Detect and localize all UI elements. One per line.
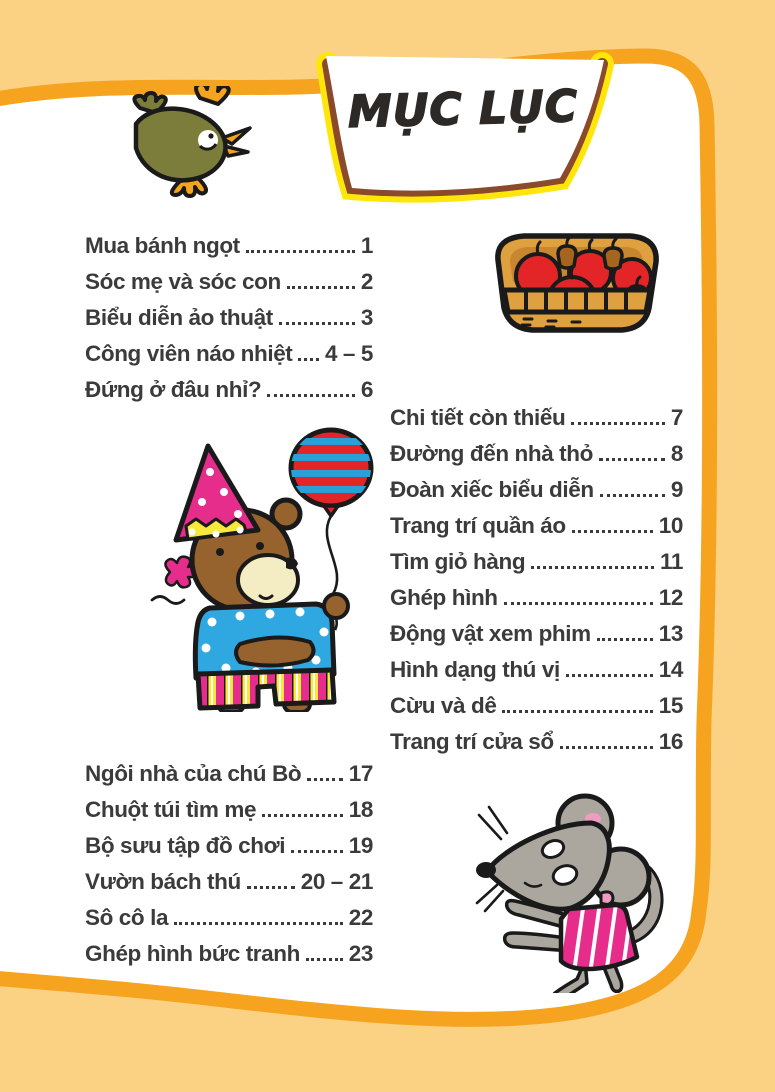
bird-icon [110,86,255,198]
toc-entry-label: Mua bánh ngọt [85,232,240,258]
toc-entry-label: Chuột túi tìm mẹ [85,796,257,822]
toc-entry [85,270,373,293]
toc-entry-page: 15 [658,692,683,718]
toc-entry-page: 2 [360,268,373,294]
toc-entry-page: 16 [658,728,683,754]
toc-entry [390,658,683,681]
toc-entry-label: Đoàn xiếc biểu diễn [390,476,594,502]
toc-entry-label: Cừu và dê [390,692,497,718]
toc-entry [85,378,373,401]
toc-entry-label: Chi tiết còn thiếu [390,404,566,430]
toc-entry [85,870,373,893]
toc-entry-page: 7 [670,404,683,430]
leader-dots [287,286,355,289]
toc-entry-label: Ghép hình [390,584,498,610]
toc-entry [85,234,373,257]
page-title: MỤC LỤC [347,80,579,139]
leader-dots [307,778,343,781]
toc-entry [85,762,373,785]
toc-entry-label: Động vật xem phim [390,620,591,646]
toc-entry-page: 17 [348,760,373,786]
toc-entry-label: Trang trí quần áo [390,512,566,538]
toc-entry [390,514,683,537]
toc-entry [85,834,373,857]
toc-entry [390,730,683,753]
leader-dots [174,922,343,925]
toc-entry [85,798,373,821]
toc-entry-label: Trang trí cửa sổ [390,728,554,754]
toc-entry [390,550,683,573]
toc-entry-page: 9 [670,476,683,502]
toc-entry-label: Sóc mẹ và sóc con [85,268,281,294]
toc-column-top-left [85,234,373,401]
leader-dots [597,638,653,641]
toc-entry-label: Ghép hình bức tranh [85,940,300,966]
toc-entry-label: Biểu diễn ảo thuật [85,304,273,330]
toc-entry-page: 19 [348,832,373,858]
toc-entry [390,694,683,717]
leader-dots [291,850,343,853]
leader-dots [572,530,653,533]
toc-entry-page: 12 [658,584,683,610]
toc-entry-label: Vườn bách thú [85,868,241,894]
toc-entry-page: 1 [360,232,373,258]
mouse-icon [473,793,695,993]
leader-dots [298,358,319,361]
leader-dots [246,250,355,253]
leader-dots [306,958,343,961]
toc-entry-label: Ngôi nhà của chú Bò [85,760,302,786]
toc-column-right [390,406,683,753]
leader-dots [262,814,343,817]
leader-dots [560,746,653,749]
toc-entry [390,622,683,645]
toc-entry-label: Bộ sưu tập đồ chơi [85,832,286,858]
leader-dots [504,602,653,605]
toc-entry-label: Hình dạng thú vị [390,656,560,682]
leader-dots [566,674,653,677]
leader-dots [571,422,665,425]
toc-entry-page: 13 [658,620,683,646]
toc-entry-label: Công viên náo nhiệt [85,340,293,366]
apple-basket-icon [486,220,668,338]
toc-entry [85,942,373,965]
toc-entry [390,442,683,465]
leader-dots [267,394,355,397]
toc-entry [390,478,683,501]
leader-dots [600,494,665,497]
toc-entry [85,342,373,365]
toc-entry-page: 3 [360,304,373,330]
toc-entry-page: 10 [658,512,683,538]
toc-entry-label: Sô cô la [85,904,169,930]
leader-dots [279,322,355,325]
toc-entry-page: 11 [660,548,683,574]
toc-entry-label: Đường đến nhà thỏ [390,440,593,466]
toc-entry-page: 14 [658,656,683,682]
leader-dots [502,710,652,713]
toc-entry-page: 18 [348,796,373,822]
toc-column-bottom-left [85,762,373,965]
toc-entry-label: Đứng ở đâu nhỉ? [85,376,262,402]
leader-dots [531,566,654,569]
toc-entry-page: 23 [348,940,373,966]
toc-entry-label: Tìm giỏ hàng [390,548,526,574]
bear-party-icon [148,410,384,712]
toc-entry [390,406,683,429]
leader-dots [599,458,665,461]
toc-entry-page: 6 [360,376,373,402]
toc-entry-page: 22 [348,904,373,930]
toc-entry-page: 20 – 21 [300,868,373,894]
toc-entry [85,906,373,929]
toc-entry-page: 8 [670,440,683,466]
toc-entry-page: 4 – 5 [324,340,373,366]
toc-entry [85,306,373,329]
toc-entry [390,586,683,609]
leader-dots [247,886,295,889]
